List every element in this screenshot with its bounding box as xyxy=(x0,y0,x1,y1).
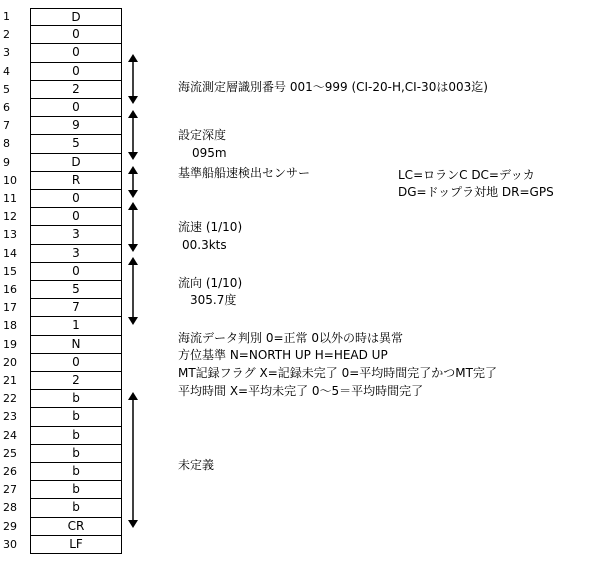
row-value-cell: b xyxy=(30,390,122,408)
range-arrow-rows-11-13 xyxy=(124,202,142,252)
table-row xyxy=(0,135,130,153)
range-arrow-rows-14-17 xyxy=(124,257,142,325)
row-value-cell: 0 xyxy=(30,263,122,281)
row-number: 28 xyxy=(3,501,17,515)
table-row xyxy=(0,81,130,99)
row-value-cell: 3 xyxy=(30,226,122,244)
layer-id-description: 海流測定層識別番号 001～999 (CI-20-H,CI-30は003迄) xyxy=(178,80,488,94)
table-row xyxy=(0,408,130,426)
data-judgement: 海流データ判別 0=正常 0以外の時は異常 xyxy=(178,331,403,345)
depth-value: 095m xyxy=(192,146,227,160)
table-row xyxy=(0,226,130,244)
row-value-cell: 0 xyxy=(30,99,122,117)
table-row xyxy=(0,190,130,208)
sensor-options-line-2: DG=ドップラ対地 DR=GPS xyxy=(398,185,554,199)
row-value-cell: 0 xyxy=(30,63,122,81)
row-value-cell: 0 xyxy=(30,354,122,372)
row-number: 29 xyxy=(3,519,17,533)
range-arrow-rows-22-28 xyxy=(124,392,142,528)
table-row xyxy=(0,63,130,81)
row-number: 19 xyxy=(3,337,17,351)
speed-value: 00.3kts xyxy=(182,238,227,252)
row-number: 6 xyxy=(3,101,10,114)
direction-value: 305.7度 xyxy=(190,293,237,307)
row-value-cell: D xyxy=(30,8,122,26)
table-row xyxy=(0,99,130,117)
row-value-cell: b xyxy=(30,445,122,463)
table-row xyxy=(0,336,130,354)
average-time: 平均時間 X=平均未完了 0～5＝平均時間完了 xyxy=(178,384,424,398)
row-value-cell: 0 xyxy=(30,26,122,44)
row-number: 11 xyxy=(3,192,17,205)
row-number: 12 xyxy=(3,210,17,224)
table-row xyxy=(0,390,130,408)
table-row xyxy=(0,445,130,463)
row-number: 9 xyxy=(3,155,10,169)
row-number: 30 xyxy=(3,537,17,551)
row-number: 25 xyxy=(3,446,17,460)
row-number: 26 xyxy=(3,465,17,478)
table-row xyxy=(0,44,130,62)
table-row xyxy=(0,117,130,135)
row-value-cell: 0 xyxy=(30,44,122,62)
row-value-cell: b xyxy=(30,499,122,517)
row-number: 2 xyxy=(3,28,10,42)
row-number: 10 xyxy=(3,173,17,187)
table-row xyxy=(0,536,130,554)
row-number: 22 xyxy=(3,392,17,406)
table-row xyxy=(0,263,130,281)
row-number: 16 xyxy=(3,283,17,296)
table-row xyxy=(0,354,130,372)
row-number: 27 xyxy=(3,483,17,497)
sensor-label: 基準船船速検出センサー xyxy=(178,166,311,180)
row-value-cell: D xyxy=(30,154,122,172)
table-row xyxy=(0,463,130,481)
range-arrow-rows-9-10 xyxy=(124,166,142,198)
row-value-cell: 2 xyxy=(30,81,122,99)
range-arrow-rows-3-5 xyxy=(124,54,142,104)
row-value-cell: b xyxy=(30,427,122,445)
row-number: 7 xyxy=(3,119,10,133)
mt-record-flag: MT記録フラグ X=記録未完了 0=平均時間完了かつMT完了 xyxy=(178,366,497,380)
table-row xyxy=(0,208,130,226)
row-value-cell: N xyxy=(30,336,122,354)
table-row xyxy=(0,372,130,390)
row-number: 3 xyxy=(3,46,10,60)
table-row xyxy=(0,154,130,172)
row-value-cell: 5 xyxy=(30,281,122,299)
bearing-reference: 方位基準 N=NORTH UP H=HEAD UP xyxy=(178,348,388,362)
table-row xyxy=(0,172,130,190)
row-number: 14 xyxy=(3,246,17,260)
table-row xyxy=(0,299,130,317)
row-value-cell: 1 xyxy=(30,317,122,335)
row-value-cell: 0 xyxy=(30,190,122,208)
table-row xyxy=(0,427,130,445)
row-value-cell: R xyxy=(30,172,122,190)
row-number: 5 xyxy=(3,82,10,96)
row-number: 8 xyxy=(3,137,10,151)
row-value-cell: 9 xyxy=(30,117,122,135)
table-row xyxy=(0,518,130,536)
row-value-cell: b xyxy=(30,481,122,499)
row-value-cell: 7 xyxy=(30,299,122,317)
table-row xyxy=(0,26,130,44)
depth-label: 設定深度 xyxy=(178,128,227,142)
row-value-cell: CR xyxy=(30,518,122,536)
row-value-cell: 0 xyxy=(30,208,122,226)
direction-label: 流向 (1/10) xyxy=(178,276,243,290)
table-row xyxy=(0,317,130,335)
row-value-cell: 5 xyxy=(30,135,122,153)
speed-label: 流速 (1/10) xyxy=(178,220,243,234)
row-value-cell: b xyxy=(30,408,122,426)
undefined-label: 未定義 xyxy=(178,458,215,472)
row-number: 23 xyxy=(3,410,17,424)
table-row xyxy=(0,8,130,26)
row-number: 1 xyxy=(3,10,10,23)
row-value-cell: 2 xyxy=(30,372,122,390)
row-number: 20 xyxy=(3,355,17,369)
row-number: 17 xyxy=(3,301,17,315)
row-number: 18 xyxy=(3,319,17,333)
table-row xyxy=(0,245,130,263)
row-number: 24 xyxy=(3,428,17,442)
sensor-options-line-1: LC=ロランC DC=デッカ xyxy=(398,168,535,182)
table-row xyxy=(0,481,130,499)
row-value-cell: LF xyxy=(30,536,122,554)
row-number: 21 xyxy=(3,374,17,387)
row-value-cell: 3 xyxy=(30,245,122,263)
row-value-cell: b xyxy=(30,463,122,481)
row-number: 15 xyxy=(3,264,17,278)
row-number: 4 xyxy=(3,64,10,78)
range-arrow-rows-6-8 xyxy=(124,110,142,160)
table-row xyxy=(0,499,130,517)
table-row xyxy=(0,281,130,299)
row-number: 13 xyxy=(3,228,17,242)
